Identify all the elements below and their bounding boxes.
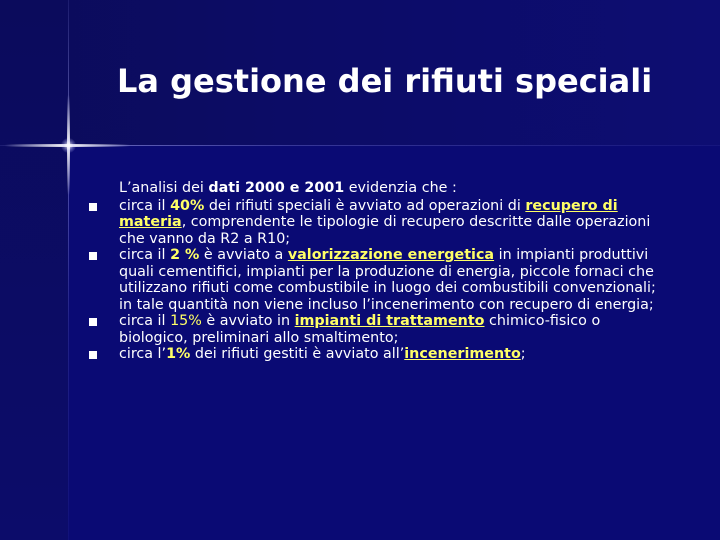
intro-highlight: dati 2000 e 2001 [208, 180, 345, 196]
bullet-mid: dei rifiuti speciali è avviato ad operazioni di [204, 197, 526, 214]
square-bullet-icon [89, 252, 97, 260]
bullet-keyword: impianti di trattamento [294, 313, 485, 329]
intro-suffix: evidenzia che : [344, 180, 457, 196]
bullet-percentage: 40% [170, 197, 205, 214]
square-bullet-icon [89, 351, 97, 359]
bullet-keyword: valorizzazione energetica [287, 247, 495, 263]
bullet-pre: circa il [119, 197, 171, 214]
bullet-pre: circa l’ [119, 346, 167, 362]
bullet-post: in impianti produttivi quali cementifici, impianti per la produzione di energia, piccole fornaci che utilizzano rifiuti come combustibile in luogo dei combustibili convenzionali; in tale quantità non viene incluso l’incenerimento con recupero di energia; [119, 247, 656, 313]
vertical-divider [68, 0, 69, 540]
bullet-item-valorizzazione [84, 247, 664, 313]
left-band [0, 0, 68, 540]
bullet-post: chimico-fisico o biologico, preliminari allo smaltimento; [119, 313, 601, 346]
bullet-post: , comprendente le tipologie di recupero descritte dalle operazioni che vanno da R2 a R10; [119, 214, 651, 247]
square-bullet-icon [89, 318, 97, 326]
bullet-post: ; [520, 346, 526, 362]
bullet-mid: è avviato in [201, 313, 295, 329]
square-bullet-icon [89, 203, 97, 211]
bullet-pre: circa il [119, 247, 171, 263]
sparkle-icon [61, 138, 76, 153]
bullet-item-incenerimento [84, 346, 664, 363]
bullet-mid: è avviato a [199, 247, 288, 263]
bullet-item-trattamento [84, 313, 664, 346]
bullet-pre: circa il [119, 313, 171, 329]
bullet-percentage: 15% [170, 313, 202, 329]
bullet-mid: dei rifiuti gestiti è avviato all’ [190, 346, 405, 362]
bullet-keyword: incenerimento [404, 346, 521, 362]
intro-prefix: L’analisi dei [119, 180, 209, 196]
slide-body [84, 180, 664, 363]
bullet-percentage: 1% [166, 346, 191, 362]
bullet-keyword: recupero di materia [119, 197, 618, 230]
bullet-percentage: 2 % [170, 247, 200, 263]
intro-line [119, 180, 664, 197]
bullet-item-recupero [84, 198, 664, 248]
slide-title: La gestione dei rifiuti speciali [117, 62, 653, 100]
